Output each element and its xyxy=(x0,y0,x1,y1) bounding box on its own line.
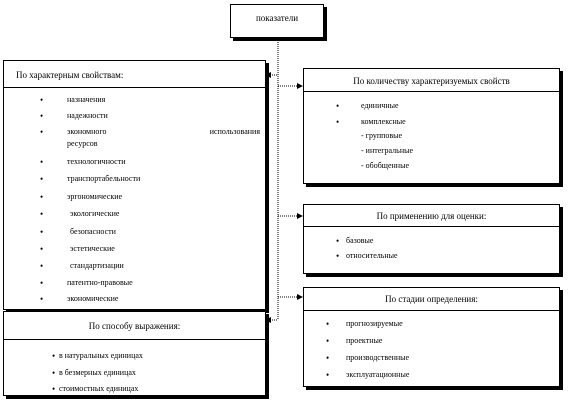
list-item: в безмерных единицах xyxy=(59,368,136,377)
list-item: безопасности xyxy=(70,227,116,236)
bullet-icon: • xyxy=(40,174,44,184)
bullet-icon: • xyxy=(336,236,340,246)
bullet-icon: • xyxy=(40,192,44,202)
list-item: транспортабельности xyxy=(67,174,141,183)
bullet-icon: • xyxy=(326,353,330,363)
list-item: относительные xyxy=(346,251,398,260)
list-item: экономного использования xyxy=(67,127,260,136)
bullet-icon: • xyxy=(40,209,44,219)
properties-divider xyxy=(4,87,265,88)
stage-panel xyxy=(303,287,560,387)
list-item: экономические xyxy=(67,294,119,303)
sub-item: - групповые xyxy=(361,131,403,140)
bullet-icon: • xyxy=(336,117,340,127)
bullet-icon: • xyxy=(52,368,56,378)
list-item: в натуральных единицах xyxy=(59,351,143,360)
bullet-icon: • xyxy=(40,111,44,121)
application-divider xyxy=(304,226,559,227)
stage-header: По стадии определения: xyxy=(385,294,478,304)
list-item: единичные xyxy=(361,101,399,110)
bullet-icon: • xyxy=(40,261,44,271)
list-item: назначения xyxy=(67,95,106,104)
bullet-icon: • xyxy=(326,319,330,329)
count-header: По количеству характеризуемых свойств xyxy=(353,76,510,86)
list-item: стандартизации xyxy=(70,261,124,270)
sub-item: - интегральные xyxy=(361,146,414,155)
application-header: По применению для оценки: xyxy=(376,211,487,221)
properties-panel xyxy=(3,60,266,310)
expression-divider xyxy=(4,339,265,340)
expression-panel xyxy=(3,311,266,396)
top-box xyxy=(230,4,324,38)
list-item: технологичности xyxy=(67,157,126,166)
bullet-icon: • xyxy=(40,244,44,254)
application-panel xyxy=(303,204,560,274)
list-item-continuation: ресурсов xyxy=(67,139,98,148)
list-item: проектные xyxy=(346,336,383,345)
bullet-icon: • xyxy=(52,351,56,361)
bullet-icon: • xyxy=(336,101,340,111)
expression-header: По способу выражения: xyxy=(88,321,181,331)
list-item: патентно-правовые xyxy=(67,278,133,287)
properties-header: По характерным свойствам: xyxy=(16,70,124,80)
list-item: производственные xyxy=(346,353,410,362)
bullet-icon: • xyxy=(326,370,330,380)
bullet-icon: • xyxy=(40,227,44,237)
list-item: эксплуатационные xyxy=(346,370,410,379)
bullet-icon: • xyxy=(52,384,56,394)
bullet-icon: • xyxy=(40,157,44,167)
bullet-icon: • xyxy=(40,127,44,137)
list-item: стоимостных единицах xyxy=(59,384,139,393)
list-item: экологические xyxy=(70,209,120,218)
list-item: базовые xyxy=(346,236,374,245)
bullet-icon: • xyxy=(40,278,44,288)
list-item: эстетические xyxy=(70,244,115,253)
list-item: комплексные xyxy=(361,117,406,126)
sub-item: - обобщенные xyxy=(361,161,410,170)
count-divider xyxy=(304,91,559,92)
bullet-icon: • xyxy=(40,95,44,105)
stage-divider xyxy=(304,310,559,311)
bullet-icon: • xyxy=(40,294,44,304)
list-item: эргономические xyxy=(67,192,123,201)
list-item: прогнозируемые xyxy=(346,319,403,328)
top-box-label: показатели xyxy=(255,13,299,23)
list-item: надежности xyxy=(67,111,108,120)
bullet-icon: • xyxy=(326,336,330,346)
bullet-icon: • xyxy=(336,251,340,261)
count-panel xyxy=(303,68,560,184)
